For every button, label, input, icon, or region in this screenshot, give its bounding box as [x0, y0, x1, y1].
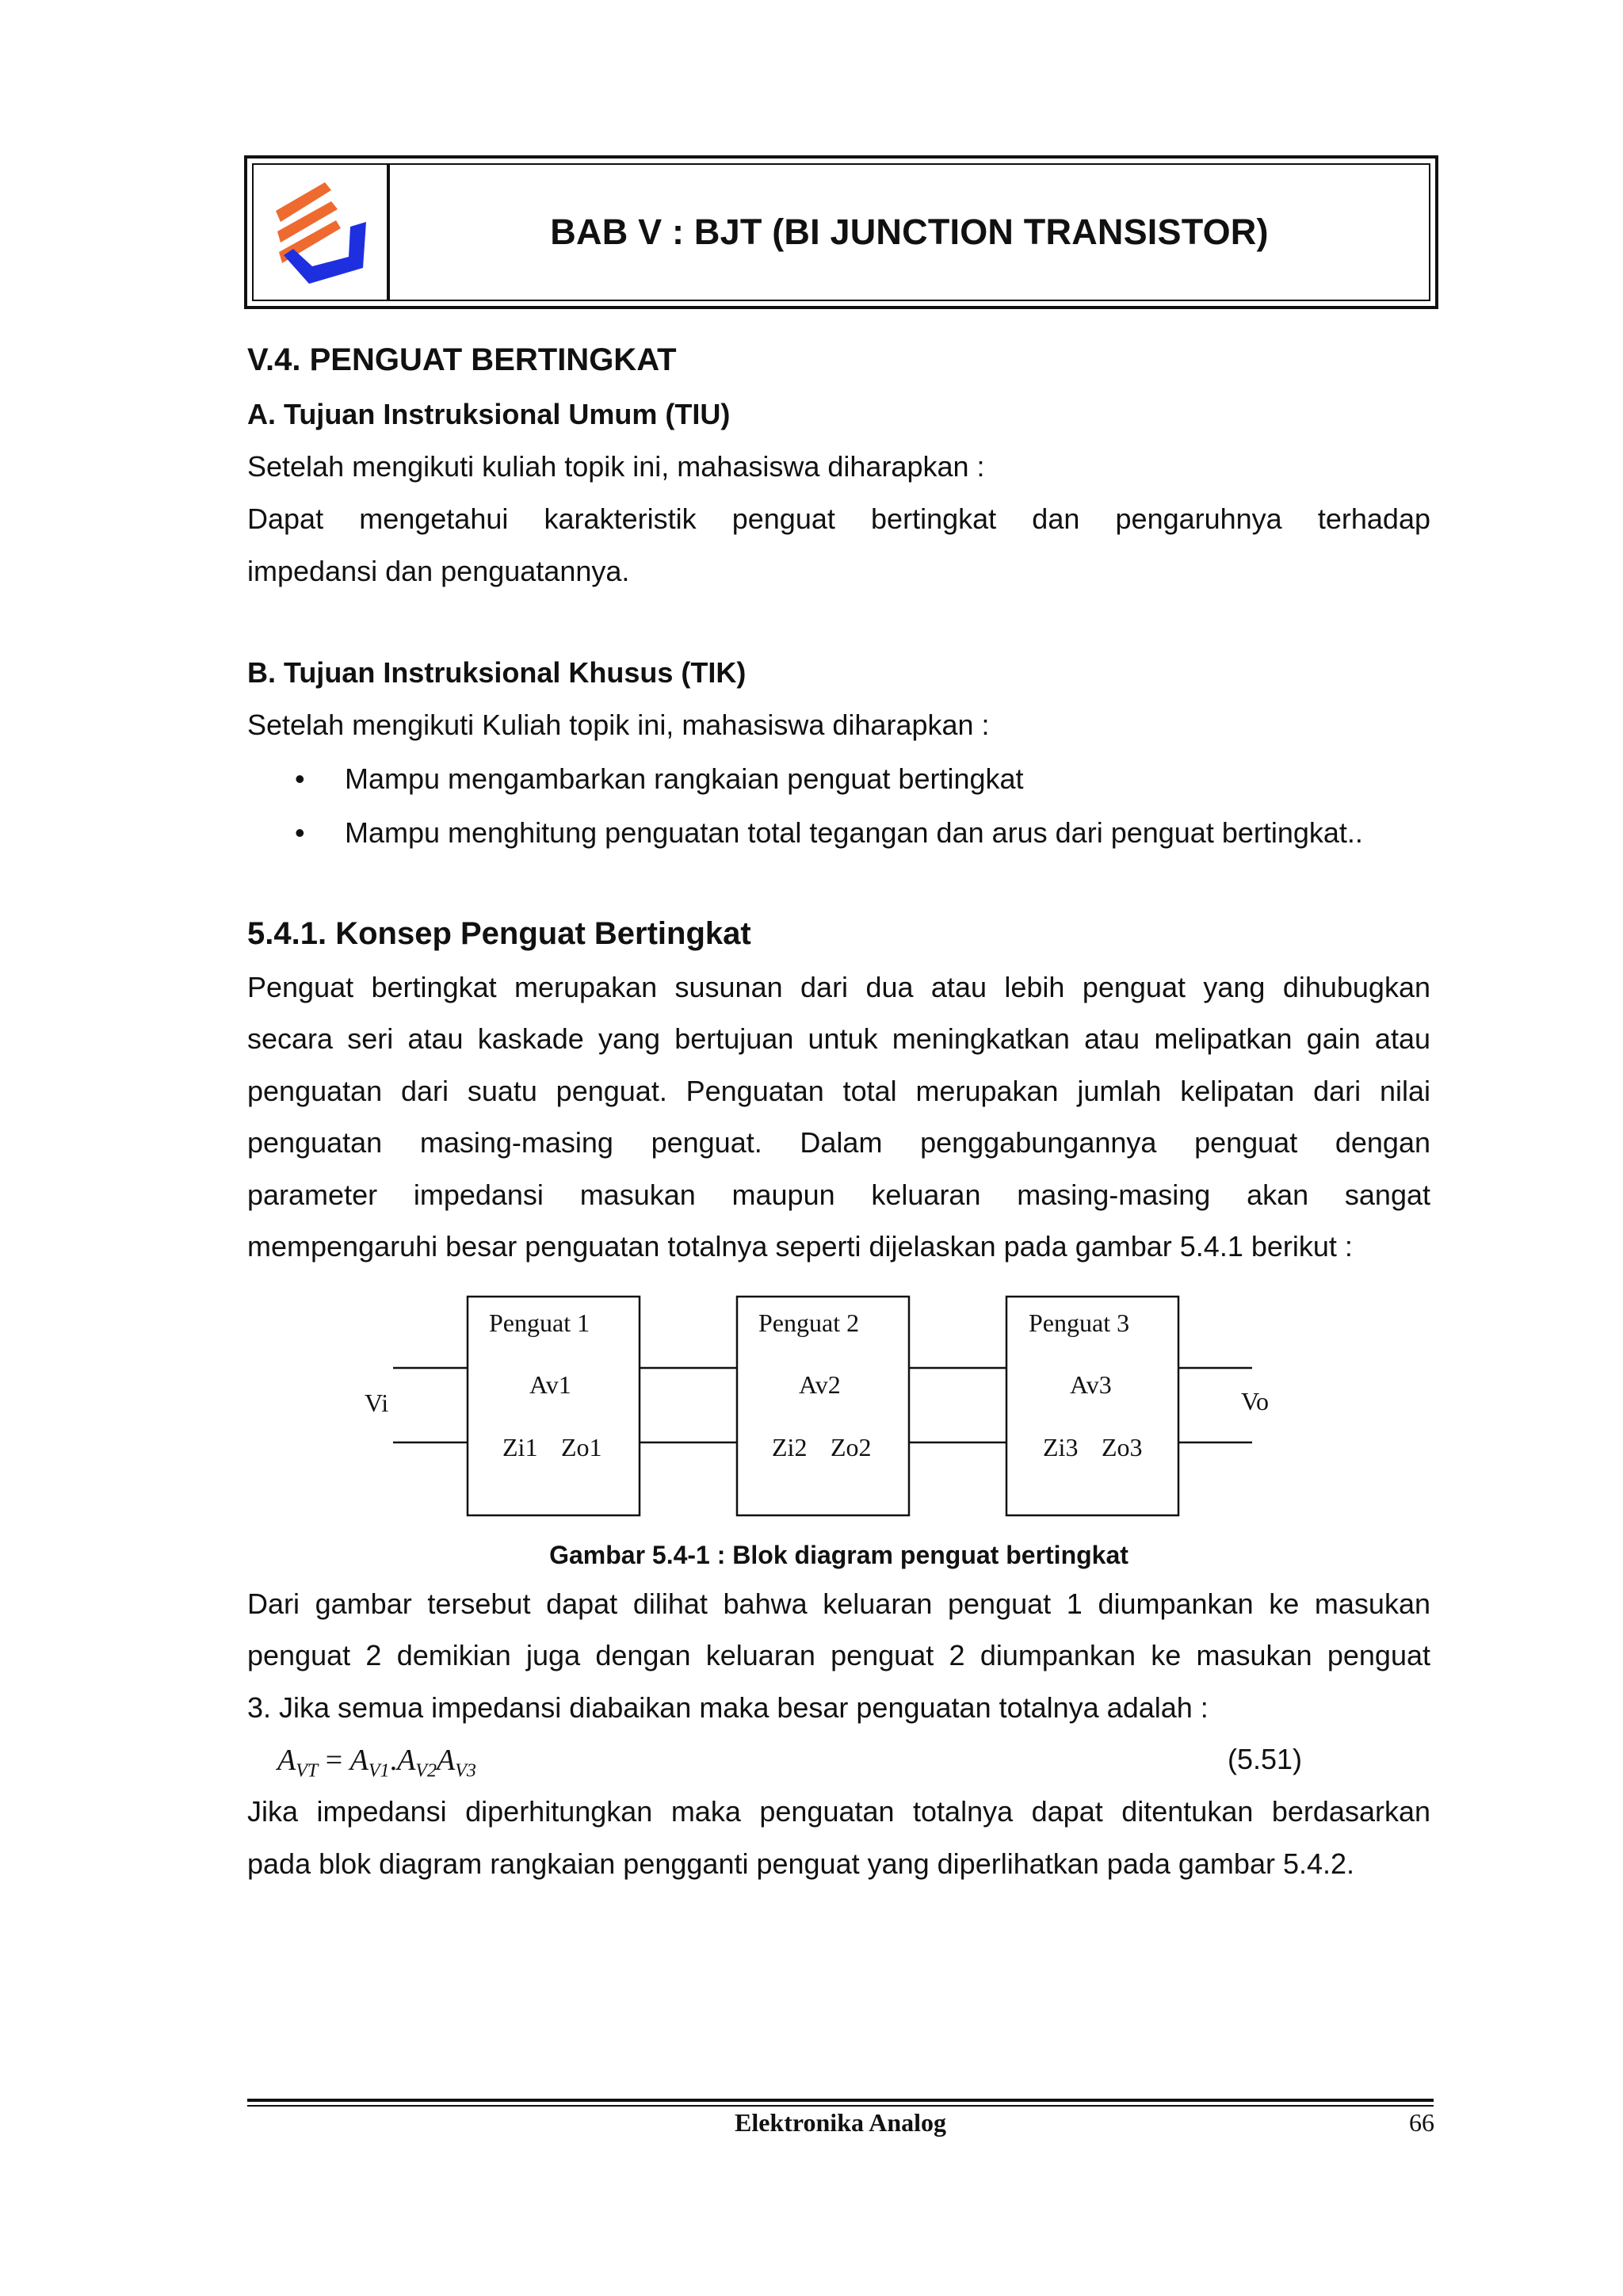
tik-heading: B. Tujuan Instruksional Khusus (TIK) — [247, 656, 747, 689]
paragraph-line: secara seri atau kaskade yang bertujuan untuk meningkatkan atau melipatkan gain atau — [247, 1022, 1430, 1055]
equation: $A_{VT} = A_{V1}.A_{V2}A_{V3}$ — [277, 1744, 476, 1782]
bullet-point: • — [295, 816, 305, 849]
figure-caption: Gambar 5.4-1 : Blok diagram penguat bertingkat — [549, 1541, 1128, 1569]
paragraph-line: Jika impedansi diperhitungkan maka penguatan totalnya dapat ditentukan berdasarkan — [247, 1795, 1430, 1828]
equation-number: (5.51) — [1228, 1743, 1303, 1775]
paragraph-line: 3. Jika semua impedansi diabaikan maka besar penguatan totalnya adalah : — [247, 1691, 1209, 1724]
tiu-heading: A. Tujuan Instruksional Umum (TIU) — [247, 398, 731, 430]
bullet-point: • — [295, 762, 305, 795]
page-number: 66 — [1409, 2108, 1434, 2137]
paragraph-line: pada blok diagram rangkaian pengganti penguat yang diperlihatkan pada gambar 5.4.2. — [247, 1847, 1355, 1880]
paragraph-line: Penguat bertingkat merupakan susunan dari dua atau lebih penguat yang dihubugkan — [247, 971, 1430, 1003]
block-zi: Zi2 — [772, 1433, 808, 1461]
subsection-title: 5.4.1. Konsep Penguat Bertingkat — [247, 916, 751, 951]
block-name: Penguat 2 — [758, 1308, 860, 1337]
tik-intro: Setelah mengikuti Kuliah topik ini, mahasiswa diharapkan : — [247, 709, 990, 741]
tiu-text-line: Dapat mengetahui karakteristik penguat bertingkat dan pengaruhnya terhadap — [247, 502, 1430, 535]
block-zo: Zo3 — [1102, 1433, 1143, 1461]
paragraph-line: penguatan dari suatu penguat. Penguatan total merupakan jumlah kelipatan dari nilai — [247, 1075, 1430, 1107]
block-zi: Zi1 — [502, 1433, 538, 1461]
input-label: Vi — [365, 1389, 389, 1417]
block-zo: Zo2 — [831, 1433, 872, 1461]
block-name: Penguat 3 — [1029, 1308, 1130, 1337]
block-name: Penguat 1 — [489, 1308, 590, 1337]
chapter-header-inner — [252, 163, 1430, 301]
output-label: Vo — [1241, 1387, 1269, 1415]
paragraph-line: penguat 2 demikian juga dengan keluaran penguat 2 diumpankan ke masukan penguat — [247, 1639, 1430, 1671]
chapter-header — [244, 155, 1438, 309]
block-diagram — [349, 1284, 1300, 1522]
block-zo: Zo1 — [561, 1433, 602, 1461]
tiu-text-line: impedansi dan penguatannya. — [247, 555, 630, 587]
university-logo-icon — [269, 179, 372, 290]
block-zi: Zi3 — [1043, 1433, 1079, 1461]
section-title: V.4. PENGUAT BERTINGKAT — [247, 342, 677, 377]
footer-title: Elektronika Analog — [734, 2108, 947, 2137]
logo-cell — [254, 165, 390, 300]
tik-bullet-item: Mampu menghitung penguatan total tegangan dan arus dari penguat bertingkat.. — [345, 816, 1363, 849]
paragraph-line: penguatan masing-masing penguat. Dalam penggabungannya penguat dengan — [247, 1126, 1430, 1159]
block-gain: Av3 — [1070, 1370, 1112, 1399]
tiu-intro: Setelah mengikuti kuliah topik ini, mahasiswa diharapkan : — [247, 450, 985, 483]
footer-rule — [247, 2105, 1434, 2107]
block-gain: Av1 — [529, 1370, 571, 1399]
chapter-title: BAB V : BJT (BI JUNCTION TRANSISTOR) — [550, 212, 1269, 252]
footer-rule — [247, 2099, 1434, 2102]
paragraph-line: mempengaruhi besar penguatan totalnya seperti dijelaskan pada gambar 5.4.1 berikut : — [247, 1230, 1353, 1263]
tik-bullet-item: Mampu mengambarkan rangkaian penguat bertingkat — [345, 762, 1024, 795]
paragraph-line: Dari gambar tersebut dapat dilihat bahwa keluaran penguat 1 diumpankan ke masukan — [247, 1587, 1430, 1620]
block-gain: Av2 — [799, 1370, 841, 1399]
paragraph-line: parameter impedansi masukan maupun keluaran masing-masing akan sangat — [247, 1179, 1430, 1211]
